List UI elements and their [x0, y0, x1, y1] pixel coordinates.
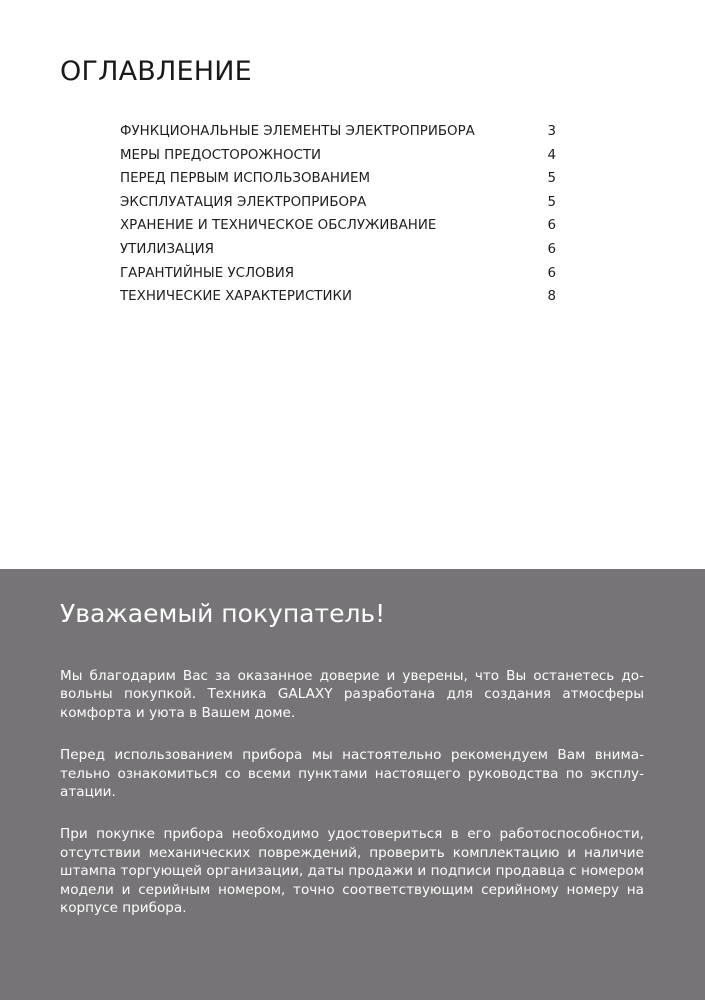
toc-item	[120, 242, 556, 266]
toc-item	[120, 195, 556, 219]
toc-list	[120, 124, 556, 313]
customer-note-body	[60, 667, 644, 941]
toc-item	[120, 289, 556, 313]
customer-note-paragraph: Мы благодарим Вас за оказанное доверие и уверены, что Вы останетесь довольны покупкой. Техника GALAXY разработана для создания атмосферы комфорта и уюта в Вашем доме.	[60, 668, 644, 721]
toc-item-page: 6	[547, 218, 556, 234]
toc-item	[120, 266, 556, 290]
toc-item-label: ТЕХНИЧЕСКИЕ ХАРАКТЕРИСТИКИ	[120, 289, 353, 305]
toc-item-label: ЭКСПЛУАТАЦИЯ ЭЛЕКТРОПРИБОРА	[120, 194, 367, 210]
toc-item	[120, 218, 556, 242]
toc-title: ОГЛАВЛЕНИЕ	[60, 56, 252, 87]
toc-item	[120, 171, 556, 195]
customer-note-panel	[0, 569, 705, 1000]
customer-note-paragraph: При покупке прибора необходимо удостовериться в его работоспособности, отсутствии механических повреждений, проверить комплектацию и наличие штампа торгующей организации, даты продажи и подписи продавца с номером модели и серийным номером, точно соответствующим серийному номеру на корпусе прибора.	[60, 826, 644, 917]
toc-item-label: ПЕРЕД ПЕРВЫМ ИСПОЛЬЗОВАНИЕМ	[120, 171, 371, 187]
toc-item-page: 3	[547, 124, 556, 139]
toc-item-page: 8	[547, 289, 556, 305]
toc-item-page: 6	[547, 241, 556, 257]
toc-item	[120, 124, 556, 148]
toc-item-label: УТИЛИЗАЦИЯ	[120, 241, 214, 257]
toc-item-label: ГАРАНТИЙНЫЕ УСЛОВИЯ	[120, 265, 295, 281]
toc-item-page: 5	[547, 171, 556, 187]
toc-item-page: 5	[547, 194, 556, 210]
toc-item-page: 4	[547, 147, 556, 163]
toc-item-page: 6	[547, 265, 556, 281]
toc-item-label: ФУНКЦИОНАЛЬНЫЕ ЭЛЕМЕНТЫ ЭЛЕКТРОПРИБОРА	[120, 124, 475, 139]
customer-note-paragraph: Перед использованием прибора мы настоятельно рекомендуем Вам внимательно ознакомиться со всеми пунктами настоящего руководства по эксплуатации.	[60, 747, 644, 801]
toc-item-label: МЕРЫ ПРЕДОСТОРОЖНОСТИ	[120, 147, 322, 163]
toc-item-label: ХРАНЕНИЕ И ТЕХНИЧЕСКОЕ ОБСЛУЖИВАНИЕ	[120, 218, 437, 234]
customer-note-heading: Уважаемый покупатель!	[60, 599, 386, 628]
toc-item	[120, 148, 556, 172]
